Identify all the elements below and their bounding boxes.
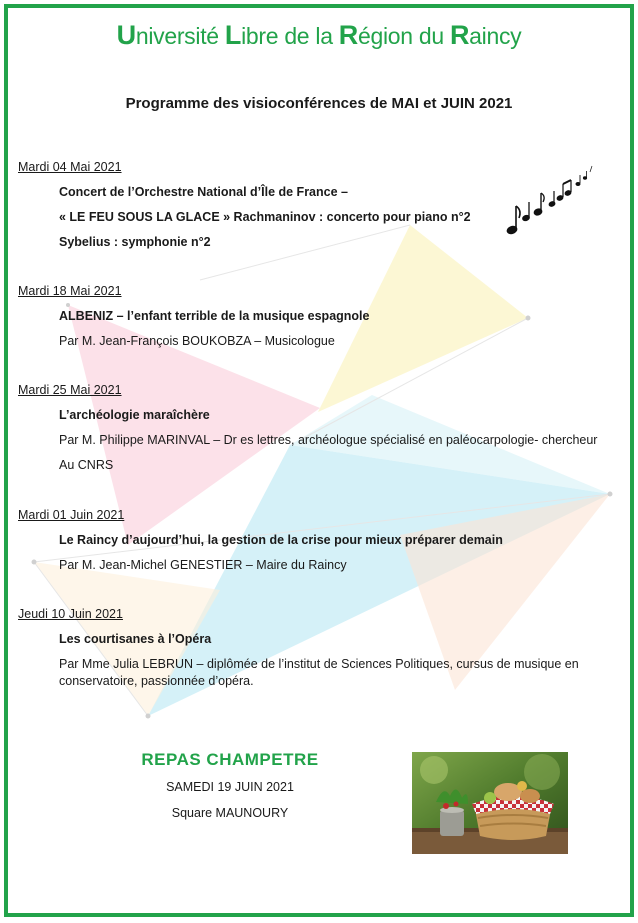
event-title-line: L’archéologie maraîchère — [59, 408, 210, 422]
event-title-line: ALBENIZ – l’enfant terrible de la musique espagnole — [59, 309, 370, 323]
event-item — [18, 383, 618, 478]
title-initial: R — [449, 20, 470, 50]
event-date: Mardi 04 Mai 2021 — [18, 160, 122, 174]
event-item — [18, 607, 618, 690]
event-date: Mardi 18 Mai 2021 — [18, 284, 122, 298]
page-title — [0, 20, 638, 51]
event-detail-line: Par M. Philippe MARINVAL – Dr es lettres, archéologue spécialisé en paléocarpologie- chercheur — [59, 433, 598, 447]
repas-date: SAMEDI 19 JUIN 2021 — [166, 780, 294, 794]
title-text: niversité — [135, 23, 225, 49]
event-detail-line: Au CNRS — [59, 458, 114, 472]
title-text: égion du — [358, 23, 450, 49]
repas-title: REPAS CHAMPETRE — [141, 750, 319, 769]
title-initial: R — [338, 20, 358, 50]
event-detail-line: Par M. Jean-François BOUKOBZA – Musicologue — [59, 334, 335, 348]
event-title-line: « LE FEU SOUS LA GLACE » Rachmaninov : concerto pour piano n°2 — [59, 210, 471, 224]
title-text: aincy — [469, 23, 522, 49]
event-title-line: Concert de l’Orchestre National d’Île de France – — [59, 185, 348, 199]
title-initial: U — [116, 20, 136, 50]
event-title-line: Le Raincy d’aujourd’hui, la gestion de la crise pour mieux préparer demain — [59, 533, 503, 547]
event-detail-line: Par Mme Julia LEBRUN – diplômée de l’institut de Sciences Politiques, cursus de musique en conservatoire, passionnée d’opéra. — [59, 657, 579, 688]
event-title-line: Sybelius : symphonie n°2 — [59, 235, 211, 249]
event-date: Mardi 25 Mai 2021 — [18, 383, 122, 397]
picnic-basket-photo — [412, 752, 568, 854]
event-title-line: Les courtisanes à l’Opéra — [59, 632, 212, 646]
title-text: ibre de la — [241, 23, 339, 49]
event-date: Jeudi 10 Juin 2021 — [18, 607, 123, 621]
event-detail-line: Par M. Jean-Michel GENESTIER – Maire du Raincy — [59, 558, 347, 572]
page-subtitle: Programme des visioconférences de MAI et JUIN 2021 — [125, 95, 513, 112]
repas-place: Square MAUNOURY — [171, 806, 289, 820]
event-date: Mardi 01 Juin 2021 — [18, 508, 125, 522]
event-item — [18, 508, 618, 578]
event-item — [18, 284, 618, 354]
music-notes-icon — [502, 158, 594, 238]
title-initial: L — [224, 20, 242, 50]
